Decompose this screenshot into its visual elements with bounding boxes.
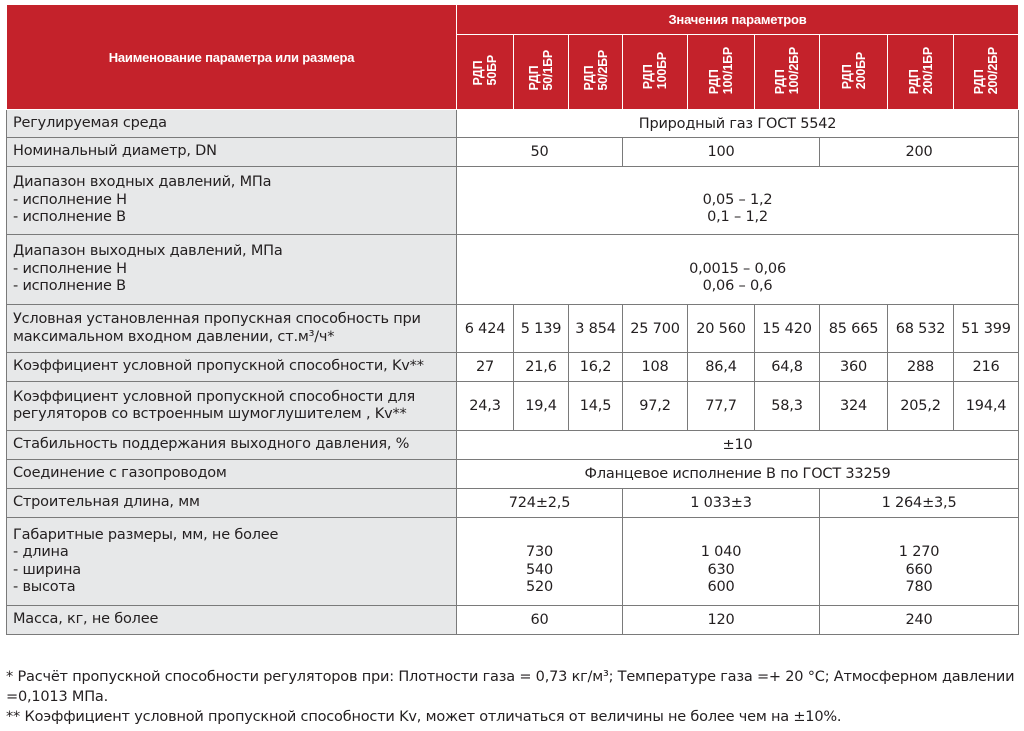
param-label: Условная установленная пропускная способность при максимальном входном давлении, ст.м³/ч*	[7, 305, 457, 353]
param-value: 5 139	[514, 305, 569, 353]
param-value: 86,4	[688, 353, 755, 382]
model-label: РДП 200/2БР	[972, 46, 1001, 95]
param-value: 77,7	[688, 382, 755, 431]
header-row	[7, 5, 1019, 35]
row-dimensions	[7, 518, 1019, 606]
param-value: 6 424	[457, 305, 514, 353]
param-value: Природный газ ГОСТ 5542	[457, 110, 1019, 138]
param-value: 205,2	[888, 382, 954, 431]
model-header	[623, 35, 688, 110]
model-header	[688, 35, 755, 110]
row-length	[7, 489, 1019, 518]
model-header	[514, 35, 569, 110]
param-value: 51 399	[954, 305, 1019, 353]
footnote-2: ** Коэффициент условной пропускной способности Kv, может отличаться от величины не более чем на ±10%.	[6, 709, 842, 725]
param-label: Масса, кг, не более	[7, 606, 457, 635]
model-header	[820, 35, 888, 110]
model-header	[954, 35, 1019, 110]
row-inlet-pressure	[7, 167, 1019, 235]
param-value: 1 033±3	[623, 489, 820, 518]
param-value: 194,4	[954, 382, 1019, 431]
model-header	[457, 35, 514, 110]
param-value: 324	[820, 382, 888, 431]
param-value: 27	[457, 353, 514, 382]
param-value: 3 854	[569, 305, 623, 353]
param-value: 724±2,5	[457, 489, 623, 518]
spec-table-wrapper	[6, 4, 1018, 635]
model-label: РДП 200БР	[839, 51, 868, 90]
param-value: 85 665	[820, 305, 888, 353]
param-value: 25 700	[623, 305, 688, 353]
param-value: Фланцевое исполнение В по ГОСТ 33259	[457, 460, 1019, 489]
param-name-header: Наименование параметра или размера	[7, 5, 457, 110]
param-value: 1 264±3,5	[820, 489, 1019, 518]
footnote-1: * Расчёт пропускной способности регуляторов при: Плотности газа = 0,73 кг/м³; Температуре газа =+ 20 °С; Атмосферном давлении =0,1013 МПа.	[6, 669, 1015, 705]
param-value: 19,4	[514, 382, 569, 431]
footnotes	[6, 667, 1018, 727]
model-label: РДП 50/2БР	[581, 50, 610, 91]
param-value: 60	[457, 606, 623, 635]
model-label: РДП 50/1БР	[527, 50, 555, 91]
param-value: 288	[888, 353, 954, 382]
param-value: 730 540 520	[457, 518, 623, 606]
param-label: Номинальный диаметр, DN	[7, 138, 457, 167]
row-connection	[7, 460, 1019, 489]
param-label: Коэффициент условной пропускной способности для регуляторов со встроенным шумоглушителем , Kv**	[7, 382, 457, 431]
model-label: РДП 100БР	[641, 51, 669, 90]
param-label: Регулируемая среда	[7, 110, 457, 138]
model-label: РДП 100/2БР	[773, 46, 801, 95]
param-value: 100	[623, 138, 820, 167]
model-label: РДП 200/1БР	[906, 46, 935, 95]
param-value: 16,2	[569, 353, 623, 382]
param-label: Диапазон выходных давлений, МПа - исполнение Н - исполнение В	[7, 235, 457, 305]
row-kv	[7, 353, 1019, 382]
param-value: 240	[820, 606, 1019, 635]
model-header	[755, 35, 820, 110]
param-label: Соединение с газопроводом	[7, 460, 457, 489]
param-value: 0,05 – 1,2 0,1 – 1,2	[457, 167, 1019, 235]
param-value: 120	[623, 606, 820, 635]
row-stability	[7, 431, 1019, 460]
param-label: Строительная длина, мм	[7, 489, 457, 518]
param-value: 64,8	[755, 353, 820, 382]
param-value: 24,3	[457, 382, 514, 431]
row-mass	[7, 606, 1019, 635]
row-outlet-pressure	[7, 235, 1019, 305]
param-value: 0,0015 – 0,06 0,06 – 0,6	[457, 235, 1019, 305]
param-value: 15 420	[755, 305, 820, 353]
model-header	[569, 35, 623, 110]
param-value: 68 532	[888, 305, 954, 353]
param-value: 20 560	[688, 305, 755, 353]
model-header	[888, 35, 954, 110]
param-value: 21,6	[514, 353, 569, 382]
param-value: 97,2	[623, 382, 688, 431]
row-medium	[7, 110, 1019, 138]
param-value: 58,3	[755, 382, 820, 431]
model-label: РДП 50БР	[471, 55, 499, 86]
param-value: 360	[820, 353, 888, 382]
values-header: Значения параметров	[457, 5, 1019, 35]
row-dn	[7, 138, 1019, 167]
model-label: РДП 100/1БР	[707, 46, 735, 95]
param-label: Коэффициент условной пропускной способности, Kv**	[7, 353, 457, 382]
param-value: 216	[954, 353, 1019, 382]
param-value: 50	[457, 138, 623, 167]
param-label: Стабильность поддержания выходного давления, %	[7, 431, 457, 460]
param-value: 1 040 630 600	[623, 518, 820, 606]
param-value: 1 270 660 780	[820, 518, 1019, 606]
param-value: 14,5	[569, 382, 623, 431]
param-value: ±10	[457, 431, 1019, 460]
param-value: 200	[820, 138, 1019, 167]
spec-table	[6, 4, 1019, 635]
row-capacity	[7, 305, 1019, 353]
row-kv-silencer	[7, 382, 1019, 431]
param-label: Диапазон входных давлений, МПа - исполнение Н - исполнение В	[7, 167, 457, 235]
param-label: Габаритные размеры, мм, не более - длина - ширина - высота	[7, 518, 457, 606]
param-value: 108	[623, 353, 688, 382]
